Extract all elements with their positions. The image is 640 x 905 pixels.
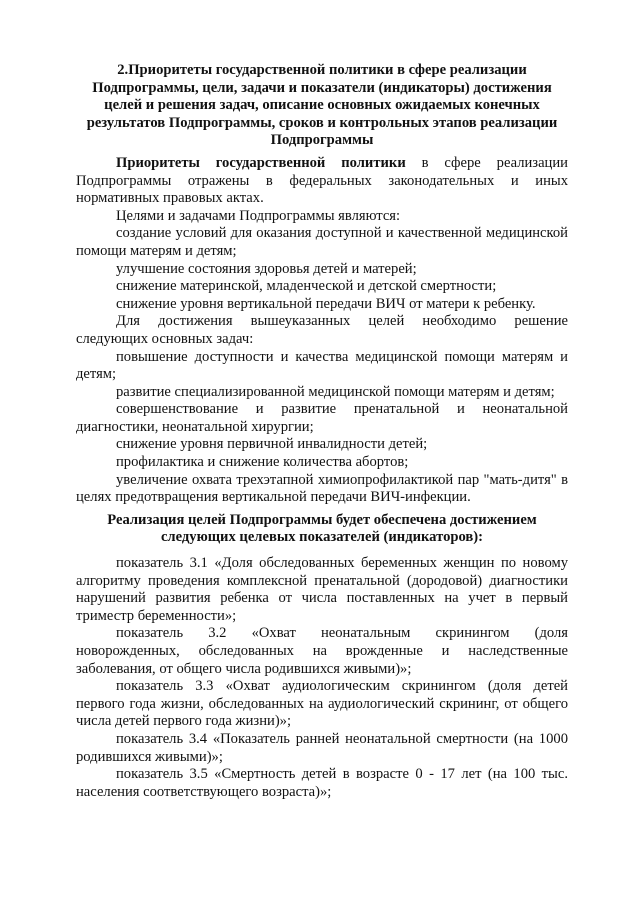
goal-item: снижение материнской, младенческой и детской смертности; bbox=[116, 278, 497, 295]
goals-title: Целями и задачами Подпрограммы являются: bbox=[116, 207, 401, 224]
indicators-list bbox=[76, 555, 568, 801]
task-item: профилактика и снижение количества абортов; bbox=[116, 454, 409, 471]
goal-item: снижение уровня вертикальной передачи ВИЧ от матери к ребенку. bbox=[116, 295, 536, 312]
intro-rest: в сфере реализации Подпрограммы отражены в федеральных законодательных и иных нормативных правовых актах. bbox=[76, 154, 568, 207]
task-item: совершенствование и развитие пренатальной и неонатальной диагностики, неонатальной хирургии; bbox=[76, 401, 568, 435]
tasks-intro: Для достижения вышеуказанных целей необходимо решение следующих основных задач: bbox=[76, 313, 568, 347]
task-item: развитие специализированной медицинской помощи матерям и детям; bbox=[116, 383, 555, 400]
section-heading: 2.Приоритеты государственной политики в сфере реализации Подпрограммы, цели, задачи и показатели (индикаторы) достижения целей и решения задач, описание основных ожидаемых конечных результатов Подпрограммы, сроков и контрольных этапов реализации Подпрограммы bbox=[86, 62, 558, 149]
task-item: снижение уровня первичной инвалидности детей; bbox=[116, 436, 428, 453]
goal-item: улучшение состояния здоровья детей и матерей; bbox=[116, 260, 417, 277]
goal-item: создание условий для оказания доступной и качественной медицинской помощи матерям и детям; bbox=[76, 225, 568, 259]
intro-paragraph bbox=[76, 155, 568, 208]
task-item: повышение доступности и качества медицинской помощи матерям и детям; bbox=[76, 348, 568, 383]
indicator-item: показатель 3.1 «Доля обследованных беременных женщин по новому алгоритму проведения комплексной пренатальной (дородовой) диагностики нарушений развития ребенка от числа поставленных на учет в первый триместр беременности»; bbox=[76, 555, 568, 624]
task-item: увеличение охвата трехэтапной химиопрофилактикой пар "мать-дитя" в целях предотвращения вертикальной передачи ВИЧ-инфекции. bbox=[76, 471, 568, 506]
indicators-heading: Реализация целей Подпрограммы будет обеспечена достижением следующих целевых показателей (индикаторов): bbox=[107, 511, 537, 546]
indicator-item: показатель 3.2 «Охват неонатальным скринингом (доля новорожденных, обследованных на врожденные и наследственные заболевания, от общего числа родившихся живыми)»; bbox=[76, 625, 568, 677]
intro-bold-lead: Приоритеты государственной политики bbox=[116, 154, 406, 171]
indicator-item: показатель 3.3 «Охват аудиологическим скринингом (доля детей первого года жизни, обследованных на аудиологический скрининг, от общего числа детей первого года жизни)»; bbox=[76, 678, 568, 730]
indicator-item: показатель 3.4 «Показатель ранней неонатальной смертности (на 1000 родившихся живыми)»; bbox=[76, 730, 568, 765]
indicator-item: показатель 3.5 «Смертность детей в возрасте 0 - 17 лет (на 100 тыс. населения соответствующего возраста)»; bbox=[76, 766, 568, 800]
